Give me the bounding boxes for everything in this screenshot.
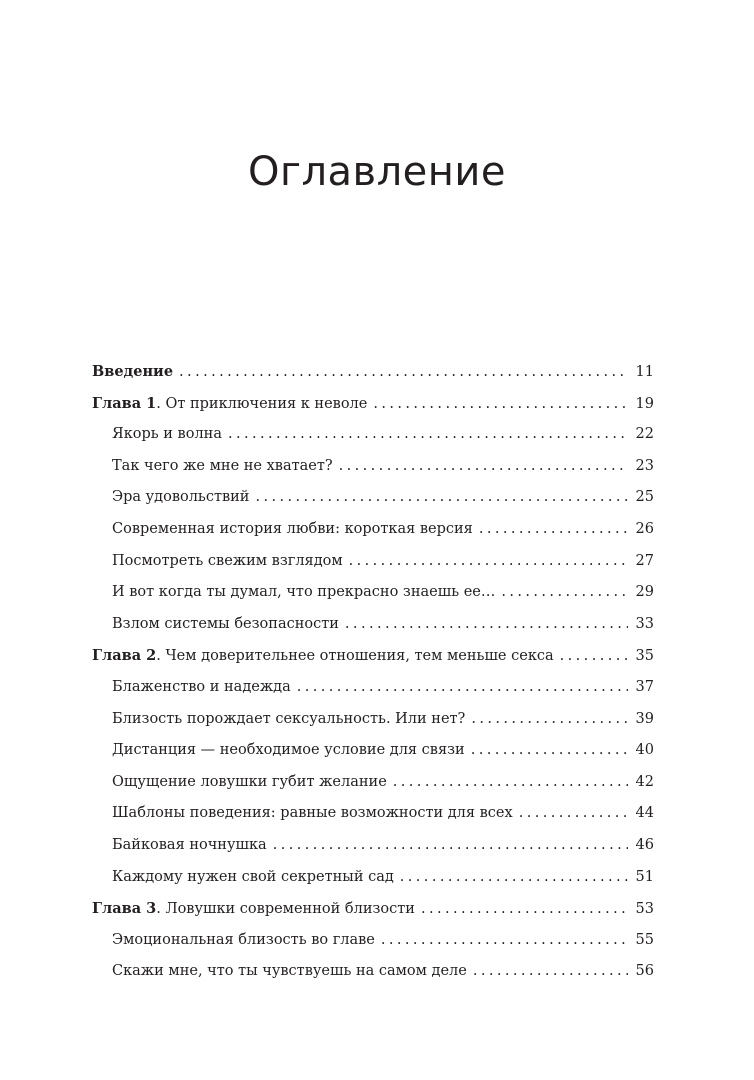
dot-leader [297, 672, 628, 704]
toc-entry-title: Байковая ночнушка [112, 836, 267, 853]
toc-page-number: 25 [635, 489, 654, 506]
toc-entry-intro[interactable] [92, 356, 654, 388]
dot-leader [373, 389, 628, 421]
dot-leader [473, 956, 628, 988]
toc-entry-section[interactable] [92, 925, 654, 957]
toc-entry-title: Эра удовольствий [112, 489, 250, 506]
toc-entry-label-rest: . Чем доверительнее отношения, тем меньше секса [156, 648, 554, 665]
toc-entry-title: Так чего же мне не хватает? [112, 457, 333, 474]
toc-entry-section[interactable] [92, 735, 654, 767]
toc-entry-bold-label: Глава 1 [92, 394, 157, 412]
toc-page-number: 26 [635, 520, 654, 537]
dot-leader [519, 798, 628, 830]
toc-entry-bold-label: Введение [92, 363, 174, 380]
toc-entry-label-rest: . От приключения к неволе [156, 395, 368, 412]
toc-entry-title: Близость порождает сексуальность. Или нет? [112, 710, 466, 727]
toc-entry-section[interactable] [92, 704, 654, 736]
toc-page-number: 29 [635, 584, 654, 601]
toc-entry-section[interactable] [92, 862, 654, 894]
dot-leader [273, 830, 628, 862]
dot-leader [345, 609, 628, 641]
dot-leader [479, 514, 628, 546]
dot-leader [560, 641, 628, 673]
toc-page-number: 55 [635, 931, 654, 948]
toc-page-number: 35 [635, 648, 654, 665]
toc-page-number: 19 [635, 395, 654, 412]
toc-entry-section[interactable] [92, 672, 654, 704]
toc-entry-section[interactable] [92, 956, 654, 988]
toc-entry-title: Дистанция — необходимое условие для связи [112, 742, 465, 759]
toc-page-number: 56 [635, 963, 654, 980]
toc-page-number: 37 [635, 678, 654, 695]
toc-entry-title: Каждому нужен свой секретный сад [112, 868, 394, 885]
toc-entry-chapter-3[interactable] [92, 893, 654, 925]
dot-leader [179, 357, 628, 389]
table-of-contents [92, 356, 654, 988]
toc-page-number: 27 [635, 552, 654, 569]
toc-page-number: 46 [635, 836, 654, 853]
dot-leader [339, 451, 628, 483]
toc-page-number: 51 [635, 868, 654, 885]
toc-page-number: 22 [635, 426, 654, 443]
toc-page-number: 44 [635, 805, 654, 822]
toc-entry-section[interactable] [92, 514, 654, 546]
toc-entry-bold-label: Глава 2 [92, 647, 157, 665]
dot-leader [349, 546, 628, 578]
page-title: Оглавление [247, 149, 507, 195]
toc-page-number: 39 [635, 710, 654, 727]
toc-entry-title: Эмоциональная близость во главе [112, 931, 375, 948]
toc-entry-section[interactable] [92, 767, 654, 799]
toc-page-number: 40 [635, 742, 654, 759]
dot-leader [471, 735, 628, 767]
toc-entry-title: Взлом системы безопасности [112, 615, 339, 632]
toc-entry-title: Шаблоны поведения: равные возможности для всех [112, 805, 513, 822]
toc-entry-title: Якорь и волна [112, 426, 222, 443]
toc-entry-title: Современная история любви: короткая версия [112, 520, 473, 537]
dot-leader [393, 767, 628, 799]
toc-entry-chapter-2[interactable] [92, 640, 654, 672]
dot-leader [421, 894, 628, 926]
toc-page-number: 33 [635, 615, 654, 632]
dot-leader [228, 419, 628, 451]
toc-page-number: 53 [635, 901, 654, 918]
toc-entry-section[interactable] [92, 482, 654, 514]
toc-page-number: 42 [635, 773, 654, 790]
toc-entry-title [92, 893, 415, 926]
toc-entry-title: Блаженство и надежда [112, 678, 291, 695]
dot-leader [501, 577, 628, 609]
toc-entry-title: Посмотреть свежим взглядом [112, 552, 343, 569]
toc-entry-bold-label: Глава 3 [92, 900, 157, 918]
toc-entry-section[interactable] [92, 546, 654, 578]
dot-leader [400, 862, 628, 894]
toc-page-number: 11 [635, 364, 654, 380]
toc-entry-title: И вот когда ты думал, что прекрасно знаешь ее… [112, 584, 496, 601]
toc-entry-title [92, 388, 367, 421]
toc-entry-title: Скажи мне, что ты чувствуешь на самом деле [112, 963, 467, 980]
dot-leader [255, 482, 628, 514]
toc-entry-title [92, 640, 554, 673]
toc-entry-chapter-1[interactable] [92, 388, 654, 420]
dot-leader [471, 704, 628, 736]
toc-entry-section[interactable] [92, 609, 654, 641]
toc-entry-section[interactable] [92, 577, 654, 609]
dot-leader [381, 925, 628, 957]
toc-entry-section[interactable] [92, 451, 654, 483]
toc-page-number: 23 [635, 457, 654, 474]
toc-entry-section[interactable] [92, 830, 654, 862]
toc-entry-section[interactable] [92, 798, 654, 830]
toc-entry-title: Ощущение ловушки губит желание [112, 773, 387, 790]
toc-entry-label-rest: . Ловушки современной близости [156, 901, 415, 918]
toc-entry-section[interactable] [92, 419, 654, 451]
toc-entry-title [92, 356, 173, 389]
